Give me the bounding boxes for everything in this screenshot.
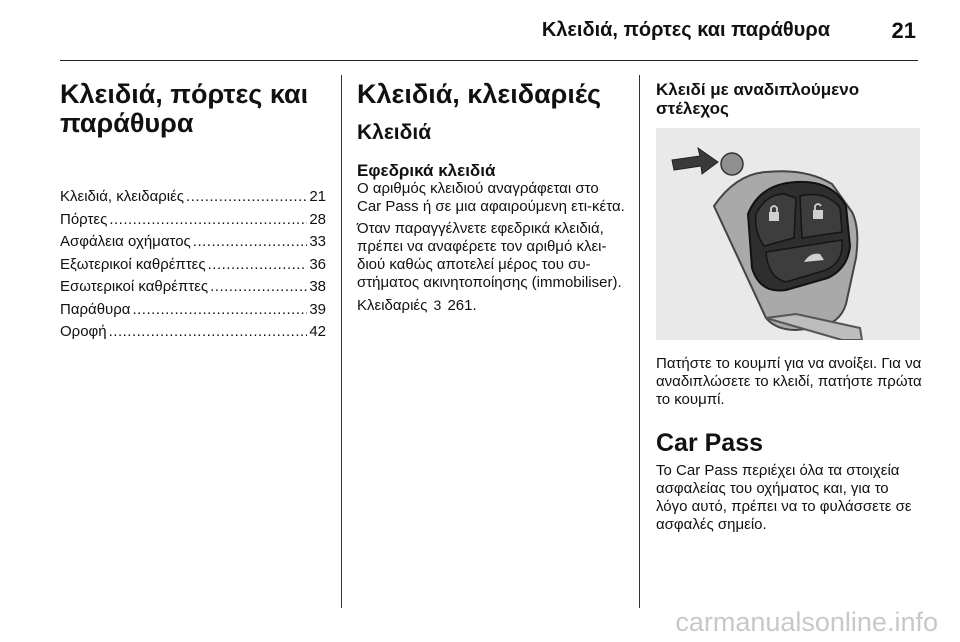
key-fob-icon bbox=[656, 128, 920, 340]
toc-leader bbox=[210, 278, 307, 295]
watermark: carmanualsonline.info bbox=[675, 607, 938, 637]
reference-text: Κλειδαριές bbox=[357, 297, 428, 314]
toc-item-label: Εσωτερικοί καθρέπτες bbox=[60, 278, 209, 295]
toc-item-page: 33 bbox=[309, 233, 326, 250]
column-divider bbox=[639, 75, 640, 608]
toc-item[interactable] bbox=[60, 233, 326, 256]
toc-item-page: 21 bbox=[309, 188, 326, 205]
key-illustration bbox=[656, 128, 920, 340]
fold-key-heading: Κλειδί με αναδιπλούμενο στέλεχος bbox=[656, 80, 860, 118]
reference-arrow-icon: 3 bbox=[433, 297, 442, 313]
car-pass-heading: Car Pass bbox=[656, 429, 764, 457]
toc-item-label: Πόρτες bbox=[60, 210, 108, 228]
toc-item-page: 36 bbox=[309, 255, 326, 273]
toc-leader bbox=[208, 256, 308, 273]
paragraph: Ο αριθμός κλειδιού αναγράφεται στο Car Pass ή σε μια αφαιρούμενη ετι-κέτα. bbox=[357, 180, 625, 215]
toc-leader bbox=[193, 233, 308, 250]
cross-reference[interactable] bbox=[357, 296, 625, 315]
paragraph: Το Car Pass περιέχει όλα τα στοιχεία ασφαλείας του οχήματος και, για το λόγο αυτό, πρέπει να το φυλάσσετε σε ασφαλές σημείο. bbox=[656, 462, 912, 533]
toc-list bbox=[60, 188, 326, 346]
toc-item-label: Ασφάλεια οχήματος bbox=[60, 233, 191, 250]
toc-item-label: Παράθυρα bbox=[60, 300, 131, 318]
toc-item-page: 38 bbox=[309, 278, 326, 295]
toc-column bbox=[60, 70, 326, 346]
toc-item-label: Εξωτερικοί καθρέπτες bbox=[60, 255, 206, 273]
toc-item-page: 28 bbox=[309, 210, 326, 228]
toc-leader bbox=[109, 211, 307, 228]
column-divider bbox=[341, 75, 342, 608]
section-subtitle: Κλειδιά bbox=[357, 121, 432, 144]
reference-page: 261. bbox=[447, 297, 477, 314]
paragraph: Όταν παραγγέλνετε εφεδρικά κλειδιά, πρέπει να αναφέρετε τον αριθμό κλει-διού καθώς αποτελεί μέρος του συ-στήματος ακινητοποίησης (immobiliser). bbox=[357, 220, 622, 291]
spare-keys-heading: Εφεδρικά κλειδιά bbox=[357, 161, 496, 180]
toc-leader bbox=[186, 188, 307, 205]
keys-column bbox=[357, 70, 625, 319]
toc-item-label: Οροφή bbox=[60, 323, 107, 340]
toc-item[interactable] bbox=[60, 323, 326, 346]
toc-item[interactable] bbox=[60, 278, 326, 301]
fold-key-column bbox=[656, 70, 924, 538]
toc-item-page: 39 bbox=[309, 300, 326, 318]
page-number: 21 bbox=[891, 18, 916, 43]
chapter-title: Κλειδιά, πόρτες και παράθυρα bbox=[60, 79, 309, 138]
toc-leader bbox=[109, 323, 308, 340]
toc-item[interactable] bbox=[60, 301, 326, 324]
header-title: Κλειδιά, πόρτες και παράθυρα bbox=[541, 19, 830, 41]
toc-item[interactable] bbox=[60, 188, 326, 211]
toc-item-label: Κλειδιά, κλειδαριές bbox=[60, 188, 185, 205]
toc-item-page: 42 bbox=[309, 323, 326, 340]
paragraph: Πατήστε το κουμπί για να ανοίξει. Για να αναδιπλώσετε το κλειδί, πατήστε πρώτα το κουμπί. bbox=[656, 355, 922, 408]
toc-leader bbox=[132, 301, 307, 318]
section-title: Κλειδιά, κλειδαριές bbox=[357, 79, 602, 109]
page-header bbox=[60, 0, 918, 61]
toc-item[interactable] bbox=[60, 256, 326, 279]
toc-item[interactable] bbox=[60, 211, 326, 234]
